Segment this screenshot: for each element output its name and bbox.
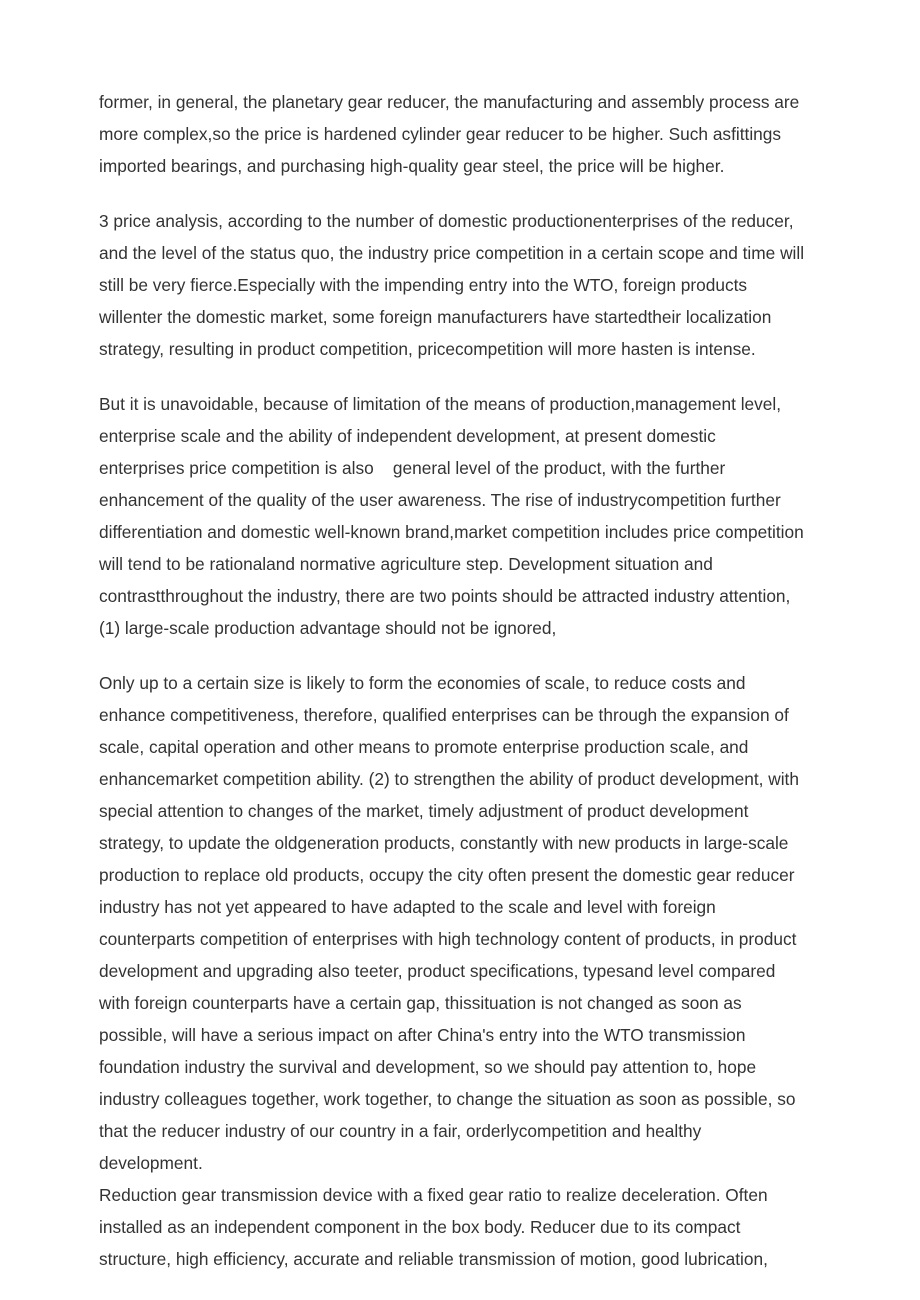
text-line: strategy, to update the oldgeneration products, constantly with new products in large-scale — [99, 833, 789, 853]
text-line: special attention to changes of the market, timely adjustment of product development — [99, 801, 749, 821]
text-line: development. — [99, 1153, 203, 1173]
text-line: But it is unavoidable, because of limitation of the means of production,management level, — [99, 394, 782, 414]
text-line: industry has not yet appeared to have adapted to the scale and level with foreign — [99, 897, 716, 917]
text-line: differentiation and domestic well-known brand,market competition includes price competition — [99, 522, 804, 542]
text-line: production to replace old products, occupy the city often present the domestic gear reducer — [99, 865, 795, 885]
text-line: scale, capital operation and other means to promote enterprise production scale, and — [99, 737, 749, 757]
paragraph-2 — [99, 205, 859, 365]
text-line: Reduction gear transmission device with a fixed gear ratio to realize deceleration. Often — [99, 1185, 768, 1205]
text-line: enhancement of the quality of the user awareness. The rise of industrycompetition further — [99, 490, 781, 510]
text-line: structure, high efficiency, accurate and reliable transmission of motion, good lubrication, — [99, 1249, 768, 1269]
text-line: 3 price analysis, according to the number of domestic productionenterprises of the reducer, — [99, 211, 794, 231]
text-line: foundation industry the survival and development, so we should pay attention to, hope — [99, 1057, 757, 1077]
text-line: more complex,so the price is hardened cylinder gear reducer to be higher. Such asfittings — [99, 124, 782, 144]
document-body — [99, 86, 859, 1275]
text-line: enterprise scale and the ability of independent development, at present domestic — [99, 426, 716, 446]
text-line: strategy, resulting in product competition, pricecompetition will more hasten is intense. — [99, 339, 756, 359]
text-line: still be very fierce.Especially with the impending entry into the WTO, foreign products — [99, 275, 748, 295]
text-line: and the level of the status quo, the industry price competition in a certain scope and time will — [99, 243, 805, 263]
text-line: contrastthroughout the industry, there are two points should be attracted industry attention, — [99, 586, 791, 606]
text-line: willenter the domestic market, some foreign manufacturers have startedtheir localization — [99, 307, 772, 327]
text-line: installed as an independent component in the box body. Reducer due to its compact — [99, 1217, 741, 1237]
text-line: possible, will have a serious impact on after China's entry into the WTO transmission — [99, 1025, 746, 1045]
paragraph-3 — [99, 388, 859, 644]
text-line: will tend to be rationaland normative agriculture step. Development situation and — [99, 554, 713, 574]
paragraph-5 — [99, 1179, 859, 1275]
paragraph-4 — [99, 667, 859, 1179]
text-line: industry colleagues together, work together, to change the situation as soon as possible, so — [99, 1089, 796, 1109]
text-line: counterparts competition of enterprises with high technology content of products, in product — [99, 929, 797, 949]
text-line: with foreign counterparts have a certain gap, thissituation is not changed as soon as — [99, 993, 742, 1013]
text-line: development and upgrading also teeter, product specifications, typesand level compared — [99, 961, 776, 981]
text-line: that the reducer industry of our country in a fair, orderlycompetition and healthy — [99, 1121, 702, 1141]
text-line: enterprises price competition is also general level of the product, with the further — [99, 458, 726, 478]
text-line: enhancemarket competition ability. (2) to strengthen the ability of product development, with — [99, 769, 799, 789]
paragraph-1 — [99, 86, 859, 182]
text-line: Only up to a certain size is likely to form the economies of scale, to reduce costs and — [99, 673, 746, 693]
text-line: former, in general, the planetary gear reducer, the manufacturing and assembly process are — [99, 92, 800, 112]
text-line: enhance competitiveness, therefore, qualified enterprises can be through the expansion of — [99, 705, 789, 725]
text-line: (1) large-scale production advantage should not be ignored, — [99, 618, 557, 638]
text-line: imported bearings, and purchasing high-quality gear steel, the price will be higher. — [99, 156, 725, 176]
